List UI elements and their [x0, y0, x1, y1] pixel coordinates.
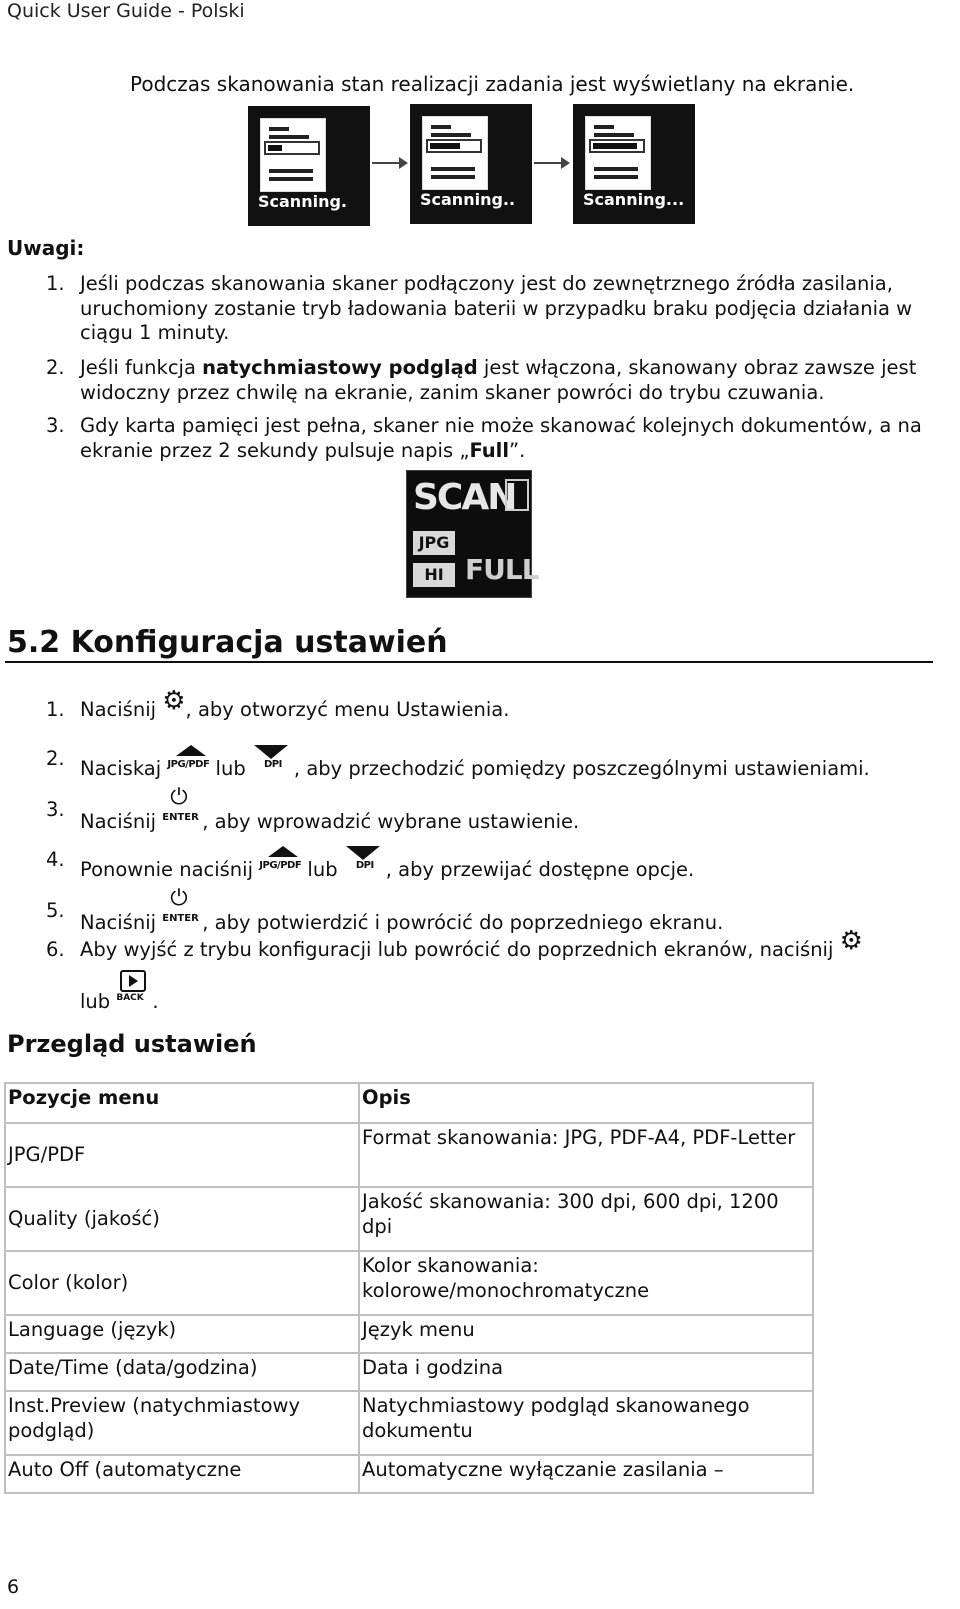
- table-cell: Format skanowania: JPG, PDF-A4, PDF-Letter: [359, 1123, 813, 1187]
- step-text: Naciskaj JPG/PDF lub DPI , aby przechodzić pomiędzy poszczególnymi ustawieniami.: [80, 747, 870, 781]
- scan-screen-3: [573, 104, 695, 224]
- gear-icon: ⚙: [839, 926, 863, 956]
- card-full-screen: [406, 470, 539, 598]
- note-text: Jeśli podczas skanowania skaner podłączony jest do zewnętrznego źródła zasilania, uruchomiony zostanie tryb ładowania baterii w przypadku braku podjęcia działania w ciągu 1 minuty.: [80, 272, 913, 344]
- screen-scan-label: SCAN: [413, 477, 516, 518]
- notes-title: Uwagi:: [7, 236, 85, 260]
- table-cell: Data i godzina: [359, 1353, 813, 1391]
- play-back-icon: BACK: [116, 976, 152, 1012]
- screen-jpg-tag: JPG: [413, 531, 455, 555]
- page-number: 6: [7, 1576, 20, 1598]
- step-text: Aby wyjść z trybu konfiguracji lub powrócić do poprzednich ekranów, naciśnij ⚙: [80, 926, 863, 961]
- table-row: [5, 1391, 813, 1455]
- note-text: Jeśli funkcja natychmiastowy podgląd jest włączona, skanowany obraz zawsze jest widoczny przez chwilę na ekranie, zanim skaner powróci do trybu czuwania.: [80, 356, 917, 404]
- note-text: Gdy karta pamięci jest pełna, skaner nie może skanować kolejnych dokumentów, a na ekranie przez 2 sekundy pulsuje napis „Full”.: [80, 414, 922, 462]
- table-cell: Date/Time (data/godzina): [5, 1353, 359, 1391]
- screen-full-label: FULL: [465, 553, 539, 586]
- power-enter-icon: ⏻ ENTER: [162, 886, 199, 924]
- screen-hi-tag: HI: [413, 563, 455, 587]
- step-number: 6.: [46, 938, 65, 961]
- note-number: 3.: [46, 414, 65, 437]
- scan-screen-1: [248, 106, 370, 226]
- step-text: Ponownie naciśnij JPG/PDF lub DPI , aby przewijać dostępne opcje.: [80, 848, 694, 882]
- table-header-row: [5, 1083, 813, 1123]
- overview-title: Przegląd ustawień: [7, 1030, 257, 1058]
- arrow-right-icon: [534, 162, 568, 164]
- table-row: [5, 1455, 813, 1493]
- scanning-progress-screens: [248, 104, 708, 229]
- table-cell: Język menu: [359, 1315, 813, 1353]
- note-number: 2.: [46, 356, 65, 379]
- table-cell: Inst.Preview (natychmiastowy podgląd): [5, 1391, 359, 1455]
- table-cell: Color (kolor): [5, 1251, 359, 1315]
- step-number: 1.: [46, 698, 65, 721]
- settings-table: [4, 1082, 814, 1494]
- table-row: [5, 1353, 813, 1391]
- table-row: [5, 1187, 813, 1251]
- table-cell: Natychmiastowy podgląd skanowanego dokumentu: [359, 1391, 813, 1455]
- step-text: lub BACK .: [80, 978, 159, 1014]
- table-cell: Automatyczne wyłączanie zasilania –: [359, 1455, 813, 1493]
- table-cell: JPG/PDF: [5, 1123, 359, 1187]
- note-number: 1.: [46, 272, 65, 295]
- up-arrow-jpg-pdf-icon: JPG/PDF: [259, 846, 301, 880]
- table-row: [5, 1315, 813, 1353]
- column-header: Pozycje menu: [5, 1083, 359, 1123]
- up-arrow-jpg-pdf-icon: JPG/PDF: [167, 745, 209, 779]
- table-cell: Kolor skanowania: kolorowe/monochromatyczne: [359, 1251, 813, 1315]
- step-number: 2.: [46, 747, 65, 770]
- table-cell: Auto Off (automatyczne: [5, 1455, 359, 1493]
- step-text: Naciśnij ⚙, aby otworzyć menu Ustawienia.: [80, 686, 510, 721]
- arrow-right-icon: [372, 162, 406, 164]
- power-enter-icon: ⏻ ENTER: [162, 785, 199, 823]
- step-text: Naciśnij ⏻ ENTER , aby wprowadzić wybrane ustawienie.: [80, 785, 580, 833]
- table-cell: Quality (jakość): [5, 1187, 359, 1251]
- section-title: 5.2 Konfiguracja ustawień: [7, 625, 448, 660]
- memory-card-icon: [505, 479, 529, 511]
- page-header: Quick User Guide - Polski: [7, 0, 245, 22]
- scan-screen-2-caption: Scanning..: [420, 190, 516, 209]
- step-number: 3.: [46, 798, 65, 821]
- gear-icon: ⚙: [162, 686, 186, 716]
- table-cell: Language (język): [5, 1315, 359, 1353]
- intro-text: Podczas skanowania stan realizacji zadania jest wyświetlany na ekranie.: [130, 72, 855, 96]
- step-text: Naciśnij ⏻ ENTER , aby potwierdzić i powrócić do poprzedniego ekranu.: [80, 886, 724, 934]
- down-arrow-dpi-icon: DPI: [252, 745, 294, 779]
- down-arrow-dpi-icon: DPI: [344, 846, 386, 880]
- column-header: Opis: [359, 1083, 813, 1123]
- section-divider: [5, 661, 933, 663]
- scan-screen-3-caption: Scanning...: [583, 190, 685, 209]
- scan-screen-2: [410, 104, 532, 224]
- step-number: 4.: [46, 848, 65, 871]
- scan-screen-1-caption: Scanning.: [258, 192, 347, 211]
- table-row: [5, 1123, 813, 1187]
- step-number: 5.: [46, 899, 65, 922]
- table-cell: Jakość skanowania: 300 dpi, 600 dpi, 1200 dpi: [359, 1187, 813, 1251]
- table-row: [5, 1251, 813, 1315]
